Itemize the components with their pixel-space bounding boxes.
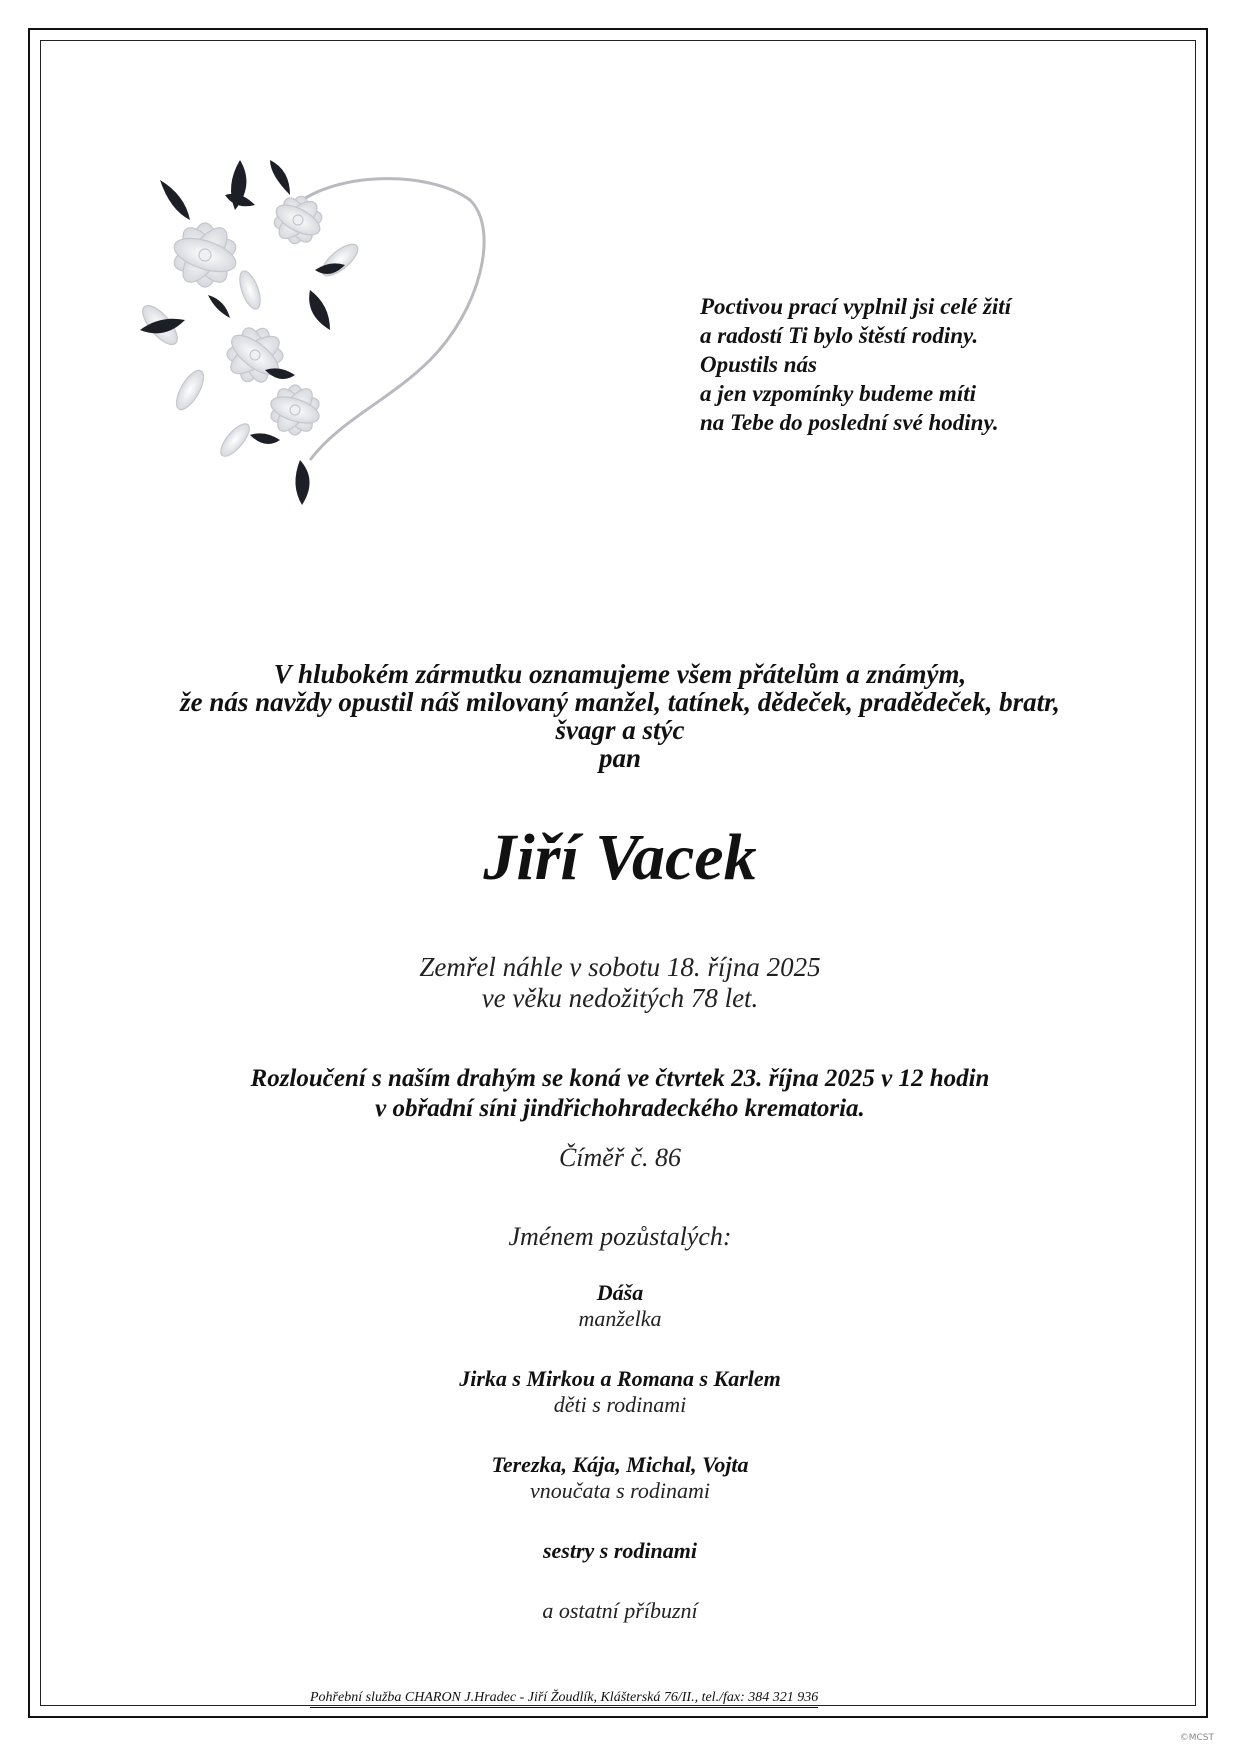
on-behalf-heading: Jménem pozůstalých: (508, 1222, 732, 1251)
poem-line: Opustils nás (700, 352, 817, 377)
farewell-details (0, 1064, 1240, 1124)
survivor-relation: vnoučata s rodinami (529, 1478, 711, 1503)
poem-line: na Tebe do poslední své hodiny. (700, 410, 999, 435)
survivor-name: sestry s rodinami (542, 1538, 698, 1563)
address: Číměř č. 86 (558, 1143, 682, 1172)
announcement-line: švagr a stýc (555, 715, 685, 745)
announcement-line: V hlubokém zármutku oznamujeme všem přátelům a známým, (273, 659, 967, 689)
survivor-name: Terezka, Kája, Michal, Vojta (491, 1452, 749, 1477)
deceased-name: Jiří Vacek (483, 821, 757, 894)
survivor-group (0, 1280, 1240, 1332)
survivor-group (0, 1366, 1240, 1418)
survivors-list (0, 1280, 1240, 1624)
death-age: ve věku nedožitých 78 let. (481, 983, 759, 1013)
poem-line: a jen vzpomínky budeme míti (700, 381, 976, 406)
announcement-line: že nás navždy opustil náš milovaný manžel, tatínek, dědeček, pradědeček, bratr, (180, 687, 1060, 717)
memorial-poem (700, 292, 1120, 437)
farewell-date: Rozloučení s naším drahým se koná ve čtvrtek 23. října 2025 v 12 hodin (250, 1065, 990, 1092)
announcement-line: pan (598, 743, 642, 773)
farewell-place: v obřadní síni jindřichohradeckého krematoria. (375, 1095, 865, 1122)
death-date: Zemřel náhle v sobotu 18. října 2025 (419, 952, 821, 982)
poem-line: Poctivou prací vyplnil jsi celé žití (700, 294, 1012, 319)
poem-line: a radostí Ti bylo štěstí rodiny. (700, 323, 979, 348)
survivor-group (0, 1538, 1240, 1564)
watermark: ©MCST (1179, 1733, 1214, 1743)
floral-heart-ornament (130, 140, 490, 510)
survivor-relation: manželka (578, 1306, 662, 1331)
funeral-service-footer: Pohřební služba CHARON J.Hradec - Jiří Žoudlík, Klášterská 76/II., tel./fax: 384 321 936 (310, 1690, 818, 1708)
survivor-group (0, 1452, 1240, 1504)
survivor-name: Dáša (596, 1280, 644, 1305)
announcement-text (0, 660, 1240, 772)
survivor-relation: děti s rodinami (553, 1392, 687, 1417)
death-details (0, 952, 1240, 1014)
other-relatives: a ostatní příbuzní (542, 1598, 698, 1623)
survivor-name: Jirka s Mirkou a Romana s Karlem (459, 1366, 781, 1391)
